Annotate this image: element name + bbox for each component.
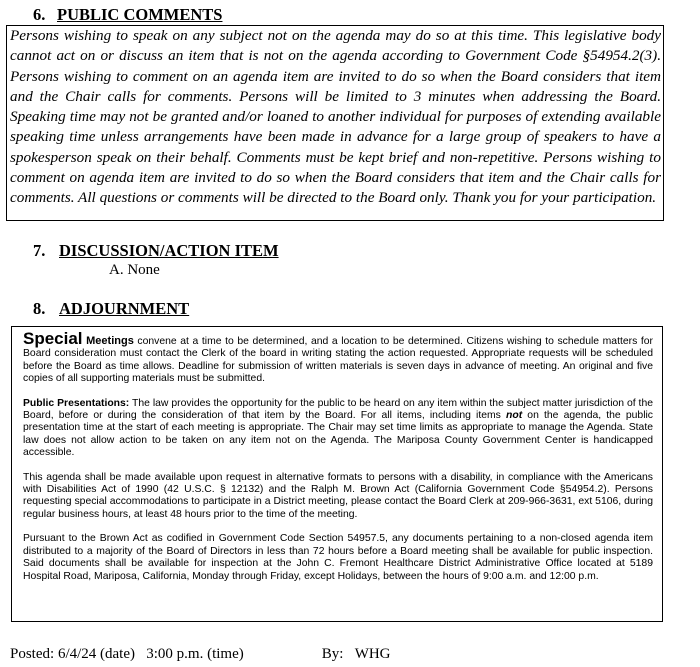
meeting-notice-box <box>11 326 663 622</box>
public-comments-text: Persons wishing to speak on any subject not on the agenda may do so at this time. This legislative body cannot act on or discuss an item that is not on the agenda according to Government Code §54954.2(3). Persons wishing to comment on an agenda item are invited to do so when the Board considers that item and the Chair calls for comments. Persons will be limited to 3 minutes when addressing the Board. Speaking time may not be granted and/or loaned to another individual for purposes of extending available speaking time unless arrangements have been made in advance for a large group of speakers to have a spokesperson speak on their behalf. Comments must be kept brief and non-repetitive. Persons wishing to comment on agenda item are invited to do so when the Board considers that item and the Chair calls for comments. All questions or comments will be directed to the Board only. Thank you for your participation. <box>10 27 661 207</box>
meetings-word: Meetings <box>86 335 134 347</box>
special-word: Special <box>23 329 83 348</box>
posted-date: 6/4/24 (date) <box>57 646 135 662</box>
not-emphasis: not <box>506 410 523 422</box>
section-7-heading <box>33 241 279 261</box>
public-presentations-text-2: on the agenda, the public presentation time at the start of each meeting is appropriate. The Chair may set time limits as appropriate to manage the Agenda. State law does not allow action to be taken on any item not on the Agenda. The Mariposa County Government Center is handicapped accessible. <box>23 410 654 459</box>
public-presentations-label: Public Presentations: <box>23 397 130 409</box>
section-title: DISCUSSION/ACTION ITEM <box>59 241 279 260</box>
special-meetings-paragraph <box>23 329 653 386</box>
public-comments-box <box>6 25 664 221</box>
public-presentations-text-1: The law provides the opportunity for the public to be heard on any item within the subject matter jurisdiction of the Board, before or during the consideration of that item by the Board. For all items, including items <box>23 397 654 422</box>
ada-paragraph: This agenda shall be made available upon request in alternative formats to persons with a disability, in compliance with the Americans with Disabilities Act of 1990 (42 U.S.C. § 12132) and the Ralph M. Brown Act (California Government Code §54954.2). Persons requesting special accommodations to participate in a District meeting, please contact the Board Clerk at 209-966-3631, ext 5106, during regular business hours, at least 48 hours prior to the time of the meeting. <box>23 471 653 520</box>
public-presentations-paragraph <box>23 398 653 460</box>
section-8-heading <box>33 299 189 319</box>
by-value: WHG <box>354 646 391 662</box>
section-6-heading <box>33 5 222 25</box>
posted-label: Posted: <box>10 646 55 662</box>
brown-act-paragraph: Pursuant to the Brown Act as codified in Government Code Section 54957.5, any documents pertaining to a non-closed agenda item distributed to a majority of the Board of Directors in less than 72 hours before a Board meeting shall be available for public inspection. Said documents shall be available for inspection at the John C. Fremont Healthcare District Administrative Office located at 5189 Hospital Road, Mariposa, California, Monday through Friday, except Holidays, between the hours of 9:00 a.m. and 12:00 p.m. <box>23 533 653 582</box>
special-meetings-text: convene at a time to be determined, and a location to be determined. Citizens wishing to schedule matters for Board consideration must contact the Clerk of the board in writing stating the action requested. Appropriate requests will be scheduled before the Board as time allows. Deadline for submission of written materials is seven days in advance of meeting. An original and five copies of all supporting materials must be submitted. <box>23 336 653 385</box>
section-number: 6. <box>33 5 46 24</box>
section-title: ADJOURNMENT <box>59 299 190 318</box>
posting-footer <box>10 646 391 663</box>
section-title: PUBLIC COMMENTS <box>57 5 223 24</box>
posted-time: 3:00 p.m. (time) <box>146 646 244 662</box>
section-number: 8. <box>33 299 46 318</box>
discussion-item: A. None <box>109 262 160 278</box>
section-number: 7. <box>33 241 46 260</box>
by-label: By: <box>321 646 344 662</box>
